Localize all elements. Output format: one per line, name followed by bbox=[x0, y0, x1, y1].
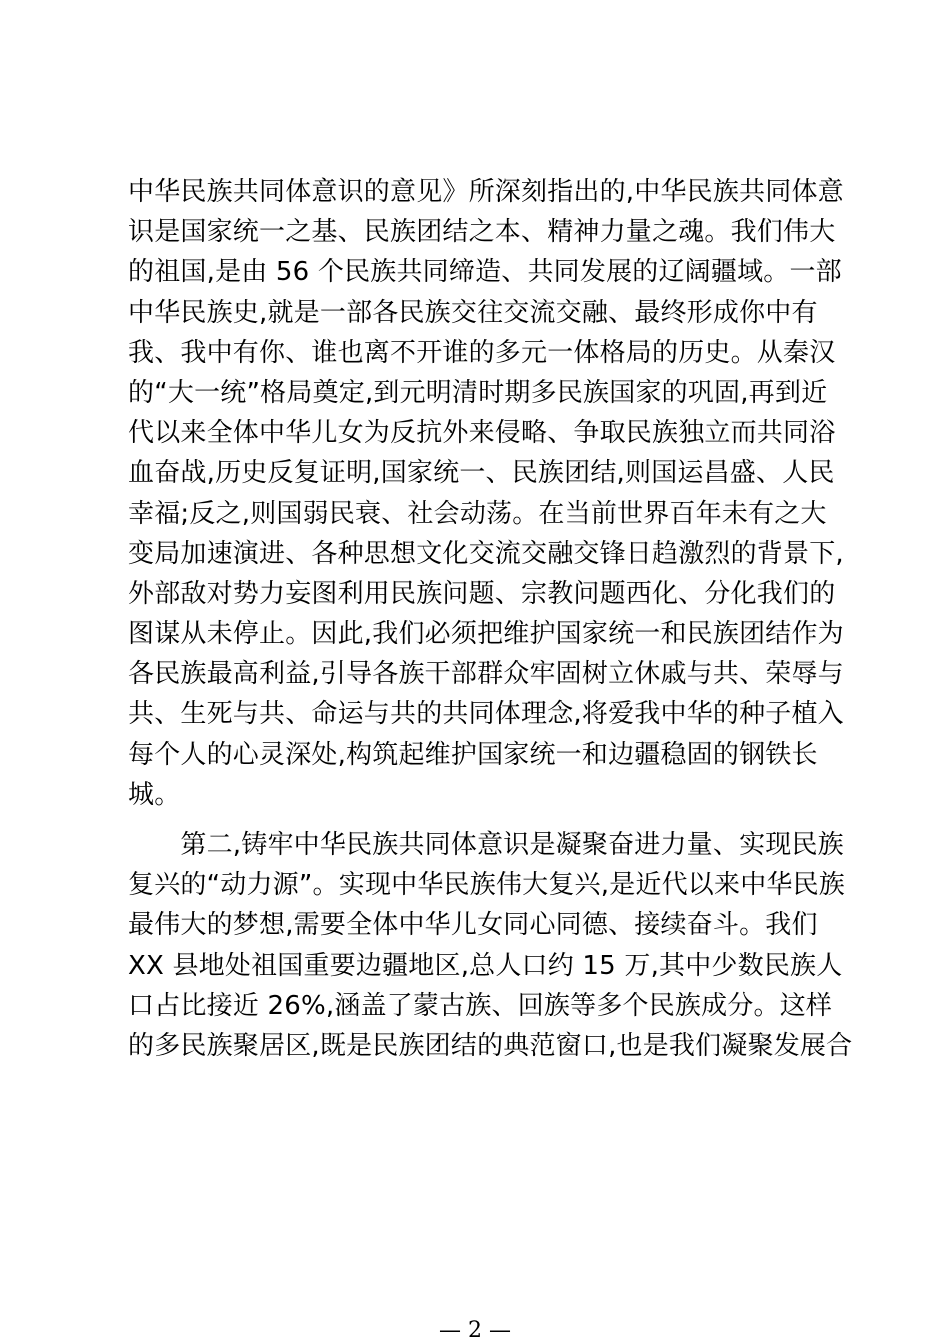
text-line: 的“大一统”格局奠定,到元明清时期多民族国家的巩固,再到近 bbox=[128, 377, 828, 408]
text-line: 每个人的心灵深处,构筑起维护国家统一和边疆稳固的钢铁长 bbox=[128, 739, 818, 770]
text-line: 图谋从未停止。因此,我们必须把维护国家统一和民族团结作为 bbox=[128, 619, 844, 650]
text-line: 中华民族史,就是一部各民族交往交流交融、最终形成你中有 bbox=[128, 297, 818, 328]
text-line: 外部敌对势力妄图利用民族问题、宗教问题西化、分化我们的 bbox=[128, 578, 836, 609]
text-line: 我、我中有你、谁也离不开谁的多元一体格局的历史。从秦汉 bbox=[128, 337, 836, 368]
page-number: — 2 — bbox=[439, 1318, 511, 1343]
text-line: XX 县地处祖国重要边疆地区,总人口约 15 万,其中少数民族人 bbox=[128, 950, 843, 981]
paragraph-gap bbox=[128, 815, 838, 825]
text-line: 城。 bbox=[128, 779, 181, 810]
text-line: 识是国家统一之基、民族团结之本、精神力量之魂。我们伟大 bbox=[128, 217, 836, 248]
text-line: 中华民族共同体意识的意见》所深刻指出的,中华民族共同体意 bbox=[128, 177, 844, 207]
document-body bbox=[128, 172, 853, 1066]
text-line: 口占比接近 26%,涵盖了蒙古族、回族等多个民族成分。这样 bbox=[128, 990, 833, 1021]
text-line: 变局加速演进、各种思想文化交流交融交锋日趋激烈的背景下, bbox=[128, 538, 844, 569]
text-line: 的祖国,是由 56 个民族共同缔造、共同发展的辽阔疆域。一部 bbox=[128, 257, 842, 288]
text-line: 最伟大的梦想,需要全体中华儿女同心同德、接续奋斗。我们 bbox=[128, 910, 818, 941]
text-line: 的多民族聚居区,既是民族团结的典范窗口,也是我们凝聚发展合 bbox=[128, 1030, 853, 1061]
paragraph-1 bbox=[128, 172, 844, 815]
text-line: 复兴的“动力源”。实现中华民族伟大复兴,是近代以来中华民族 bbox=[128, 870, 846, 901]
text-line: 共、生死与共、命运与共的共同体理念,将爱我中华的种子植入 bbox=[128, 699, 844, 730]
text-line: 各民族最高利益,引导各族干部群众牢固树立休戚与共、荣辱与 bbox=[128, 659, 844, 690]
paragraph-2 bbox=[128, 825, 853, 1066]
text-line: 代以来全体中华儿女为反抗外来侵略、争取民族独立而共同浴 bbox=[128, 418, 836, 449]
text-line: 第二,铸牢中华民族共同体意识是凝聚奋进力量、实现民族 bbox=[128, 830, 844, 860]
text-line: 血奋战,历史反复证明,国家统一、民族团结,则国运昌盛、人民 bbox=[128, 458, 835, 489]
text-line: 幸福;反之,则国弱民衰、社会动荡。在当前世界百年未有之大 bbox=[128, 498, 827, 529]
